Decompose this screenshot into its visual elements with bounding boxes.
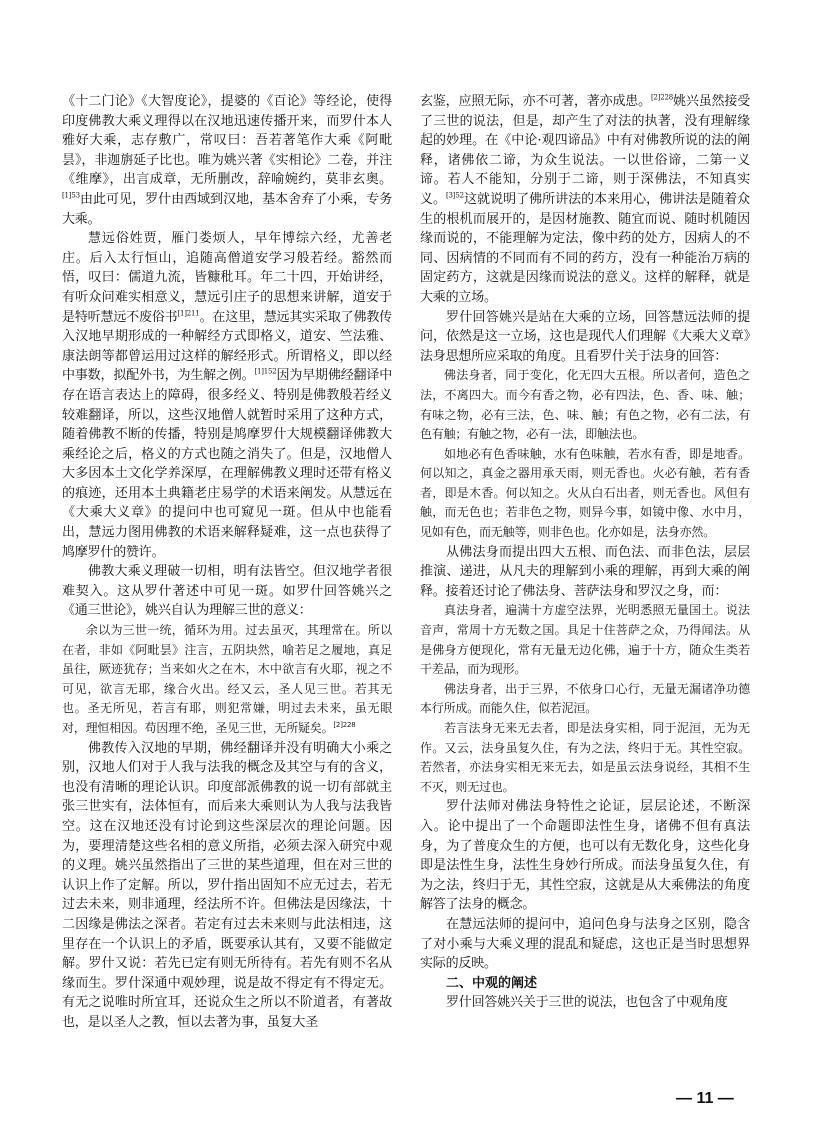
paragraph-text: 姚兴虽然接受了三世的说法，但是，却产生了对法的执著，没有理解缘起的妙理。在《中论·观四谛品》中有对佛教所说的法的阐释，诸佛依二谛，为众生说法。一以世俗谛，二第一义谛。若人不能知，分别于二谛，则于深佛法，不知真实义。	[420, 94, 750, 207]
block-quote: 佛法身者，出于三界，不依身口心行，无量无漏诸净功德本行所成。而能久住，似若泥洹。	[420, 681, 750, 716]
citation-ref: [1]53	[62, 191, 80, 200]
paragraph: 从佛法身而提出四大五根、而色法、而非色法，层层推演、递进，从凡夫的理解到小乘的理解，再到大乘的阐释。接着还讨论了佛法身、菩萨法身和罗汉之身，而：	[420, 544, 750, 599]
paragraph	[62, 229, 392, 562]
left-column	[62, 92, 392, 1033]
quote-text: 余以为三世一统，循环为用。过去虽灭，其理常在。所以在者，非如《阿毗昙》注言，五阴块然，喻若足之履地，真足虽往，厥迹犹存；当来如火之在木，木中欲言有火耶，视之不可见，欲言无耶，缘合火出。经又云，圣人见三世。若其无也。圣无所见，若言有耶，则犯常嫌，明过去未来，虽无眼对，理恒相因。苟因理不绝，圣见三世，无所疑矣。	[62, 623, 392, 735]
paragraph: 罗什法师对佛法身特性之论证，层层论述，不断深入。论中提出了一个命题即法性生身，诸佛不但有真法身，为了普度众生的方便，也可以有无数化身，这些化身即是法性生身，法性生身妙行所成。而法身虽复久住，有为之法，终归于无，其性空寂，这就是从大乘佛法的角度解答了法身的概念。	[420, 799, 750, 913]
citation-ref: [2]228	[333, 721, 356, 729]
paragraph	[420, 92, 750, 308]
paragraph-text: 。在这里，慧远其实采取了佛教传入汉地早期形成的一种解经方式即格义，道安、竺法雅、康法朗等都曾运用过这样的解经形式。所谓格义，即以经中事数，拟配外书，为生解之例。	[62, 309, 392, 384]
block-quote: 佛法身者，同于变化，化无四大五根。所以者何，造色之法，不离四大。而今有香之物，必有四法，色、香、味、触；有味之物，必有三法，色、味、触；有色之物，必有二法，有色有触；有触之物，必有一法，即触法也。	[420, 368, 750, 442]
paragraph: 在慧远法师的提问中，追问色身与法身之区别，隐含了对小乘与大乘义理的混乱和疑虑，这也正是当时思想界实际的反映。	[420, 916, 750, 972]
right-column	[420, 92, 750, 1013]
paragraph: 佛教大乘义理破一切相，明有法皆空。但汉地学者很难契入。这从罗什著述中可见一斑。如罗什回答姚兴之《通三世论》，姚兴自认为理解三世的意义：	[62, 564, 392, 619]
page-number: — 11 —	[676, 1090, 734, 1107]
section-heading: 二、中观的阐述	[446, 975, 538, 991]
paragraph: 佛教传入汉地的早期，佛经翻译并没有明确大小乘之别，汉地人们对于人我与法我的概念及其空与有的含义，也没有清晰的理论认识。印度部派佛教的说一切有部就主张三世实有，法体恒有，而后来大乘则认为人我与法我皆空。这在汉地还没有讨论到这些深层次的理论问题。因为，要理清楚这些名相的意义所指，必须去深入研究中观的义理。姚兴虽然指出了三世的某些道理，但在对三世的认识上作了定解。所以，罗什指出固知不应无过去，若无过去未来，则非通理，经法所不许。但佛法是因缘法，十二因缘是佛法之深者。若定有过去未来则与此法相违，这里存在一个认识上的矛盾，既要承认其有，又要不能做定解。罗什又说：若先已定有则无所待有。若先有则不名从缘而生。罗什深通中观妙理，说是故不得定有不得定无。有无之说唯时所宜耳，还说众生之所以不阶道者，有著故也，是以圣人之教，恒以去著为事，虽复大圣	[62, 740, 392, 1030]
block-quote: 真法身者，遍满十方虚空法界，光明悉照无量国土。说法音声，常周十方无数之国。具足十住菩萨之众，乃得闻法。从是佛身方便现化，常有无量无边化佛，遍于十方，随众生类若干差品，而为现形。	[420, 603, 750, 677]
citation-ref: [1]211	[177, 309, 200, 318]
paragraph: 罗什回答姚兴关于三世的说法，也包含了中观角度	[446, 995, 728, 1011]
paragraph-text: 这就说明了佛所讲法的本来用心，佛讲法是随着众生的根机而展开的，是因材施教、随宜而说、随时机随因缘而说的，不能理解为定法，像中药的处方，因病人的不同、因病情的不同而有不同的药方，没有一种能治万病的固定药方，这就是因缘而说法的意义。这样的解释，就是大乘的立场。	[420, 191, 750, 305]
block-quote: 如地必有色香味触，水有色味触，若水有香，即是地香。何以知之，真金之器用承天雨，则无香也。火必有触，若有香者，即是木香。何以知之。火从白石出者，则无香也。风但有触，而无色也；若非色之物，则异今事，如镜中像、水中月，见如有色，而无触等，则非色也。化亦如是，法身亦然。	[420, 446, 750, 540]
block-quote	[62, 621, 392, 739]
citation-ref: [2]228	[650, 93, 674, 102]
citation-ref: [3]52	[446, 191, 464, 200]
block-quote: 若言法身无来无去者，即是法身实相，同于泥洹，无为无作。又云，法身虽复久住，有为之法，终归于无。其性空寂。若然者，亦法身实相无来无去，如是虽云法身说经，其相不生不灭，则无过也。	[420, 721, 750, 794]
paragraph-text: 《十二门论》《大智度论》，提婆的《百论》等经论，使得印度佛教大乘义理得以在汉地迅速传播开来，而罗什本人雅好大乘，志存敷广，常叹曰：吾若著笔作大乘《阿毗昙》，非迦旃延子比也。唯为姚兴著《实相论》二卷，并注《维摩》，出言成章，无所删改，辞喻婉约，莫非玄奥。	[62, 94, 392, 188]
paragraph-text: 玄鉴，应照无际，亦不可著，著亦成患。	[420, 94, 651, 109]
paragraph-text: 由此可见，罗什由西域到汉地，基本舍弃了小乘，专务大乘。	[62, 191, 392, 227]
citation-ref: [1]152	[254, 367, 277, 376]
paragraph-text: 慧远俗姓贾，雁门娄烦人，早年博综六经，尤善老庄。后入太行恒山，追随高僧道安学习般若经。豁然而悟，叹曰：儒道九流，皆糠秕耳。年二十四，开始讲经，有听众问难实相意义，慧远引庄子的思想来讲解，道安于是特听慧远不废俗书	[62, 231, 392, 325]
paragraph	[62, 92, 392, 229]
paragraph: 罗什回答姚兴是站在大乘的立场，回答慧远法师的提问，依然是这一立场，这也是现代人们理解《大乘大义章》法身思想所应采取的角度。且看罗什关于法身的回答：	[420, 309, 750, 364]
paragraph-text: 因为早期佛经翻译中存在语言表达上的障碍，很多经义、特别是佛教般若经义较难翻译，所以，这些汉地僧人就暂时采用了这种方式，随着佛教不断的传播，特别是鸠摩罗什大规模翻译佛教大乘经论之后，格义的方式也随之消失了。但是，汉地僧人大多因本土文化学养深厚，在理解佛教义理时还带有格义的痕迹，还用本土典籍老庄易学的术语来阐发。从慧远在《大乘大义章》的提问中也可窥见一斑。但从中也能看出，慧远力图用佛教的术语来解释疑难，这一点也获得了鸠摩罗什的赞许。	[62, 368, 392, 560]
